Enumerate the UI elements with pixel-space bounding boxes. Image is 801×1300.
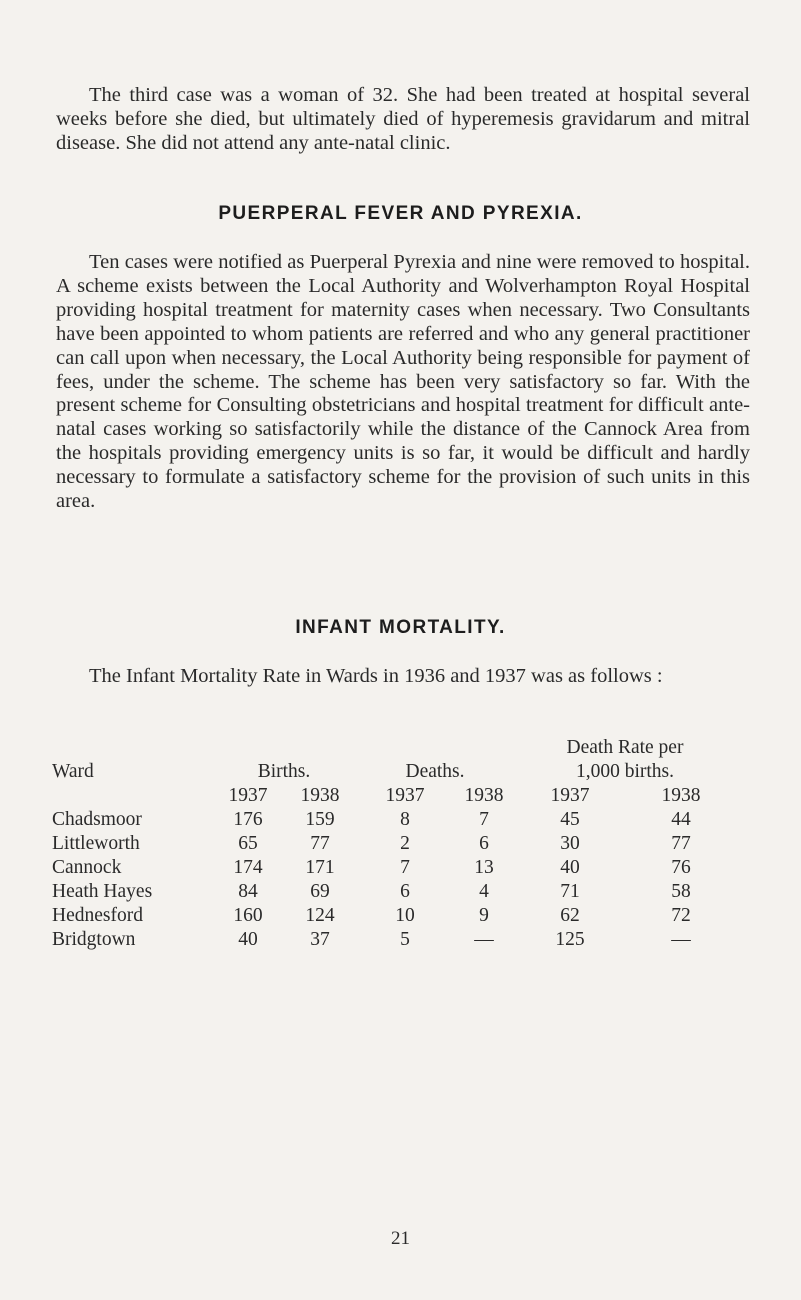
- ward-cell: Bridgtown: [52, 929, 136, 950]
- table-row: [52, 808, 736, 832]
- year-header: 1937: [385, 785, 425, 806]
- year-header: 1937: [228, 785, 268, 806]
- table-header-row-years: [52, 784, 736, 808]
- births-1937-cell: 176: [233, 809, 263, 830]
- rate-header-line2: 1,000 births.: [575, 761, 675, 782]
- deaths-1938-cell: 6: [479, 833, 489, 854]
- puerperal-paragraph: [56, 251, 750, 514]
- rate-1937-cell: 62: [560, 905, 580, 926]
- deaths-1937-cell: 2: [400, 833, 410, 854]
- deaths-1937-cell: 8: [400, 809, 410, 830]
- rate-1938-cell: 44: [671, 809, 691, 830]
- births-1938-cell: 171: [305, 857, 335, 878]
- rate-1937-cell: 125: [555, 929, 585, 950]
- ward-cell: Heath Hayes: [52, 881, 153, 902]
- rate-1937-cell: 45: [560, 809, 580, 830]
- rate-1938-cell: 76: [671, 857, 691, 878]
- births-header: Births.: [257, 761, 311, 782]
- table-row: [52, 928, 736, 952]
- page-number: 21: [391, 1228, 410, 1249]
- table-row: [52, 856, 736, 880]
- intro-paragraph-text: The third case was a woman of 32. She had been treated at hospital several weeks before she died, but ultimately died of hyperemesis gravidarum and mitral disease. She did not attend any ante-natal clinic.: [56, 84, 750, 154]
- ward-cell: Hednesford: [52, 905, 143, 926]
- intro-paragraph: [56, 84, 750, 156]
- table-row: [52, 904, 736, 928]
- births-1937-cell: 65: [238, 833, 258, 854]
- table-header-row-groups: [52, 760, 736, 784]
- deaths-1938-cell: 7: [479, 809, 489, 830]
- deaths-1938-cell: —: [474, 929, 494, 950]
- deaths-1938-cell: 9: [479, 905, 489, 926]
- births-1938-cell: 159: [305, 809, 335, 830]
- births-1938-cell: 37: [310, 929, 330, 950]
- rate-1937-cell: 30: [560, 833, 580, 854]
- year-header: 1938: [300, 785, 340, 806]
- births-1938-cell: 124: [305, 905, 335, 926]
- ward-cell: Cannock: [52, 857, 122, 878]
- ward-cell: Littleworth: [52, 833, 140, 854]
- births-1938-cell: 69: [310, 881, 330, 902]
- rate-1938-cell: 72: [671, 905, 691, 926]
- table-row: [52, 880, 736, 904]
- ward-header: Ward: [52, 761, 94, 782]
- births-1937-cell: 84: [238, 881, 258, 902]
- year-header: 1937: [550, 785, 590, 806]
- births-1937-cell: 40: [238, 929, 258, 950]
- births-1937-cell: 174: [233, 857, 263, 878]
- rate-1938-cell: —: [671, 929, 691, 950]
- year-header: 1938: [661, 785, 701, 806]
- infant-mortality-intro: [56, 665, 750, 689]
- ward-cell: Chadsmoor: [52, 809, 142, 830]
- rate-1937-cell: 40: [560, 857, 580, 878]
- infant-mortality-intro-text: The Infant Mortality Rate in Wards in 1936 and 1937 was as follows :: [89, 665, 663, 687]
- puerperal-paragraph-text: Ten cases were notified as Puerperal Pyrexia and nine were removed to hospital. A scheme exists between the Local Authority and Wolverhampton Royal Hospital providing hospital treatment for maternity cases when necessary. Two Consultants have been appointed to whom patients are referred and who any general practitioner can call upon when necessary, the Local Authority being responsible for payment of fees, under the scheme. The scheme has been very satisfactory so far. With the present scheme for Consulting obstetricians and hospital treatment for difficult ante-natal cases working so satisfactorily while the distance of the Cannock Area from the hospitals providing emergency units is so far, it would be difficult and hardly necessary to formulate a satisfactory scheme for the provision of such units in this area.: [56, 251, 750, 513]
- rate-1937-cell: 71: [560, 881, 580, 902]
- year-header: 1938: [464, 785, 504, 806]
- rate-1938-cell: 77: [671, 833, 691, 854]
- deaths-1937-cell: 6: [400, 881, 410, 902]
- deaths-1938-cell: 4: [479, 881, 489, 902]
- deaths-1937-cell: 5: [400, 929, 410, 950]
- infant-mortality-table: [52, 736, 736, 952]
- deaths-header: Deaths.: [405, 761, 465, 782]
- deaths-1937-cell: 10: [395, 905, 415, 926]
- table-row: [52, 832, 736, 856]
- deaths-1937-cell: 7: [400, 857, 410, 878]
- rate-header-line1: Death Rate per: [566, 737, 684, 758]
- births-1937-cell: 160: [233, 905, 263, 926]
- births-1938-cell: 77: [310, 833, 330, 854]
- puerperal-heading: PUERPERAL FEVER AND PYREXIA.: [218, 203, 583, 224]
- deaths-1938-cell: 13: [474, 857, 494, 878]
- rate-1938-cell: 58: [671, 881, 691, 902]
- table-header-row-top: [52, 736, 736, 760]
- infant-mortality-heading: INFANT MORTALITY.: [295, 617, 506, 638]
